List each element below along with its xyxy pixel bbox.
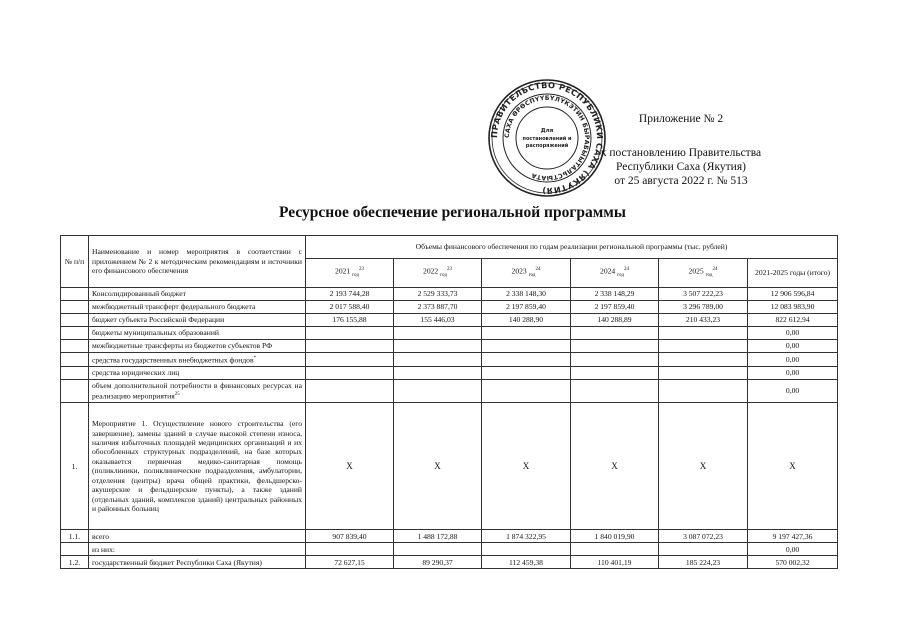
resource-table [60, 235, 838, 569]
table-row [61, 366, 838, 379]
value-cell: X [482, 403, 571, 530]
official-seal-stamp [486, 77, 608, 199]
value-cell: 2 197 859,40 [571, 301, 659, 314]
value-cell: 9 197 427,36 [748, 530, 838, 543]
header-year: 2023 $_{год}^{24}$ [482, 259, 571, 288]
header-total: 2021-2025 годы (итого) [748, 259, 838, 288]
value-cell: 112 459,38 [482, 556, 571, 569]
table-row [61, 327, 838, 340]
value-cell: 1 840 019,90 [571, 530, 659, 543]
row-number: 1. [61, 403, 89, 530]
value-cell: 907 839,40 [306, 530, 394, 543]
table-row [61, 530, 838, 543]
value-cell: X [571, 403, 659, 530]
value-cell: 3 296 789,00 [659, 301, 748, 314]
row-number [61, 301, 89, 314]
value-cell: 2 193 744,28 [306, 288, 394, 301]
value-cell: 3 087 072,23 [659, 530, 748, 543]
value-cell [571, 379, 659, 402]
value-cell: X [394, 403, 482, 530]
table-row [61, 340, 838, 353]
svg-text:распоряжений: распоряжений [525, 143, 569, 149]
value-cell: 570 002,32 [748, 556, 838, 569]
value-cell: 176 155,88 [306, 314, 394, 327]
value-cell: 155 446,03 [394, 314, 482, 327]
value-cell [571, 366, 659, 379]
value-cell: 3 507 222,23 [659, 288, 748, 301]
value-cell [482, 366, 571, 379]
appendix-line-2: Республики Саха (Якутия) [616, 161, 746, 173]
value-cell: 2 338 148,29 [571, 288, 659, 301]
value-cell [571, 353, 659, 367]
value-cell [394, 327, 482, 340]
row-name: государственный бюджет Республики Саха (Якутия) [89, 556, 306, 569]
value-cell [306, 353, 394, 367]
value-cell: 0,00 [748, 340, 838, 353]
row-name: средства государственных внебюджетных фондов* [89, 353, 306, 367]
value-cell: 0,00 [748, 379, 838, 402]
header-year: 2022 $_{год}^{23}$ [394, 259, 482, 288]
table-row [61, 353, 838, 367]
table-row [61, 301, 838, 314]
value-cell [482, 340, 571, 353]
header-year: 2025 $_{год}^{24}$ [659, 259, 748, 288]
value-cell: 2 373 887,70 [394, 301, 482, 314]
value-cell [571, 340, 659, 353]
value-cell [394, 340, 482, 353]
value-cell [306, 366, 394, 379]
value-cell [394, 353, 482, 367]
svg-text:Для: Для [540, 128, 554, 134]
value-cell: 72 627,15 [306, 556, 394, 569]
value-cell [659, 543, 748, 556]
row-number [61, 543, 89, 556]
row-number [61, 379, 89, 402]
row-name: средства юридических лиц [89, 366, 306, 379]
value-cell: 0,00 [748, 353, 838, 367]
value-cell [571, 327, 659, 340]
value-cell: X [306, 403, 394, 530]
value-cell [659, 340, 748, 353]
document-title: Ресурсное обеспечение региональной программы [279, 204, 626, 221]
svg-text:ПРАВИТЕЛЬСТВО РЕСПУБЛИКИ САХА: ПРАВИТЕЛЬСТВО РЕСПУБЛИКИ САХА (ЯКУТИЯ) [488, 79, 606, 197]
value-cell: X [748, 403, 838, 530]
svg-text:постановлений и: постановлений и [522, 136, 572, 142]
table-row [61, 379, 838, 402]
value-cell: 822 612,94 [748, 314, 838, 327]
value-cell [394, 366, 482, 379]
value-cell [394, 379, 482, 402]
value-cell [482, 543, 571, 556]
row-number: 1.1. [61, 530, 89, 543]
value-cell [659, 379, 748, 402]
value-cell: 1 488 172,88 [394, 530, 482, 543]
row-name: межбюджетные трансферты из бюджетов субъектов РФ [89, 340, 306, 353]
row-number [61, 314, 89, 327]
row-name: бюджеты муниципальных образований [89, 327, 306, 340]
appendix-number: Приложение № 2 [638, 113, 724, 125]
value-cell: 12 906 596,84 [748, 288, 838, 301]
value-cell: 185 224,23 [659, 556, 748, 569]
header-year: 2024 $_{год}^{24}$ [571, 259, 659, 288]
value-cell [571, 543, 659, 556]
value-cell [482, 327, 571, 340]
table-row [61, 543, 838, 556]
row-number [61, 340, 89, 353]
row-name: Мероприятие 1. Осуществление нового строительства (его завершение), замены зданий в случае высокой степени износа, наличия избыточных площадей медицинских организаций и их обособленных структурных подразделений, на базе которых оказывается первичная медико-санитарная помощь (поликлиники, поликлинические подразделения, амбулатории, отделения (центры) врача общей практики, фельдшерско-акушерские и фельдшерские пункты), а также зданий (отдельных зданий, комплексов зданий) центральных районных и районных больниц [89, 403, 306, 530]
row-name: объем дополнительной потребности в финансовых ресурсах на реализацию мероприятия$^{25}$ [89, 379, 306, 402]
value-cell [482, 353, 571, 367]
row-name: всего [89, 530, 306, 543]
value-cell [306, 340, 394, 353]
header-year: 2021 $_{год}^{23}$ [306, 259, 394, 288]
header-num: № п/п [61, 236, 89, 288]
row-number [61, 366, 89, 379]
row-number [61, 327, 89, 340]
value-cell [306, 379, 394, 402]
row-number [61, 288, 89, 301]
value-cell: 140 288,90 [482, 314, 571, 327]
value-cell: X [659, 403, 748, 530]
value-cell: 2 338 148,30 [482, 288, 571, 301]
row-name: межбюджетный трансферт федерального бюджета [89, 301, 306, 314]
table-row [61, 403, 838, 530]
row-number [61, 353, 89, 367]
value-cell: 0,00 [748, 366, 838, 379]
value-cell: 2 197 859,40 [482, 301, 571, 314]
value-cell [482, 379, 571, 402]
svg-text:САХА ӨРӨСПҮҮБҮЛҮКЭТИН БЫРАБЫЫТ: САХА ӨРӨСПҮҮБҮЛҮКЭТИН БЫРАБЫЫТАЛЬСТЫАТА [503, 94, 591, 182]
row-name: бюджет субъекта Российской Федерации [89, 314, 306, 327]
value-cell: 2 529 333,73 [394, 288, 482, 301]
value-cell [306, 327, 394, 340]
value-cell: 12 083 983,90 [748, 301, 838, 314]
header-group: Объемы финансового обеспечения по годам реализации региональной программы (тыс. рублей) [306, 236, 838, 259]
value-cell: 89 290,37 [394, 556, 482, 569]
value-cell [306, 543, 394, 556]
table-row [61, 556, 838, 569]
header-name: Наименование и номер мероприятия в соответствии с приложением № 2 к методическим рекомендациям и источники его финансового обеспечения [89, 236, 306, 288]
table-row [61, 288, 838, 301]
value-cell: 210 433,23 [659, 314, 748, 327]
value-cell: 0,00 [748, 327, 838, 340]
value-cell: 110 401,19 [571, 556, 659, 569]
value-cell: 0,00 [748, 543, 838, 556]
row-name: Консолидированный бюджет [89, 288, 306, 301]
appendix-line-1: к постановлению Правительства [600, 147, 762, 159]
value-cell: 140 288,89 [571, 314, 659, 327]
value-cell: 1 874 322,95 [482, 530, 571, 543]
table-row [61, 314, 838, 327]
row-number: 1.2. [61, 556, 89, 569]
row-name: из них: [89, 543, 306, 556]
value-cell [659, 327, 748, 340]
appendix-line-3: от 25 августа 2022 г. № 513 [614, 175, 748, 187]
appendix-block [596, 112, 766, 188]
value-cell: 2 017 588,40 [306, 301, 394, 314]
value-cell [394, 543, 482, 556]
value-cell [659, 353, 748, 367]
value-cell [659, 366, 748, 379]
